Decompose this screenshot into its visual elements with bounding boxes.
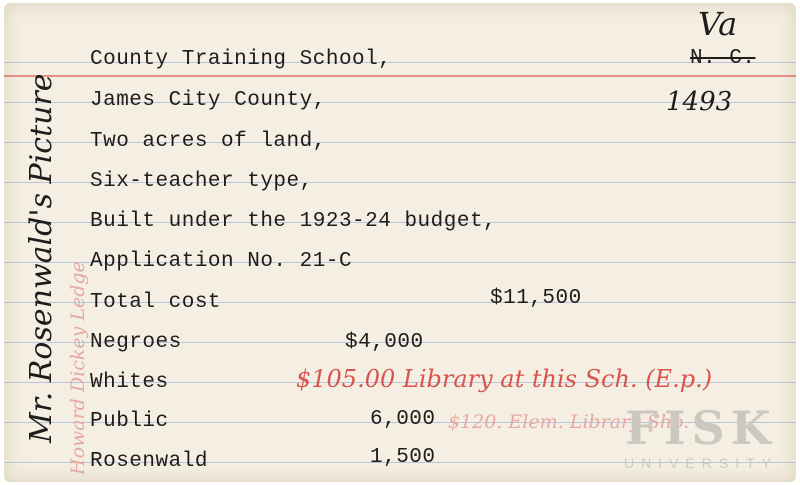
vertical-name-note: Mr. Rosenwald's Picture — [24, 73, 59, 443]
row-value-negroes: $4,000 — [345, 331, 424, 354]
library-note-faint: $120. Elem. Library Sho. — [448, 411, 690, 433]
row-label-whites: Whites — [90, 371, 169, 394]
card-number: 1493 — [666, 87, 733, 117]
fisk-watermark-logo — [623, 401, 778, 471]
total-cost-value: $11,500 — [490, 287, 582, 310]
vertical-red-note: Howard Dickey Ledge — [67, 261, 89, 475]
row-value-public: 6,000 — [370, 408, 436, 431]
total-cost-label: Total cost — [90, 291, 222, 314]
library-note: $105.00 Library at this Sch. (E.p.) — [296, 365, 713, 393]
type-line: Six-teacher type, — [90, 170, 313, 193]
school-name: County Training School, — [90, 48, 392, 71]
budget-line: Built under the 1923-24 budget, — [90, 210, 497, 233]
application-line: Application No. 21-C — [90, 250, 353, 273]
logo-main-text: FISK — [625, 401, 777, 455]
row-label-public: Public — [90, 410, 169, 433]
row-value-rosenwald: 1,500 — [370, 446, 436, 469]
county-name: James City County, — [90, 89, 326, 112]
land-line: Two acres of land, — [90, 130, 326, 153]
logo-sub-text: UNIVERSITY — [623, 455, 778, 471]
row-label-negroes: Negroes — [90, 331, 182, 354]
index-card — [4, 3, 796, 482]
row-label-rosenwald: Rosenwald — [90, 450, 208, 473]
state-handwritten: Va — [698, 5, 738, 43]
state-typed-struck: N. C. — [690, 47, 756, 70]
